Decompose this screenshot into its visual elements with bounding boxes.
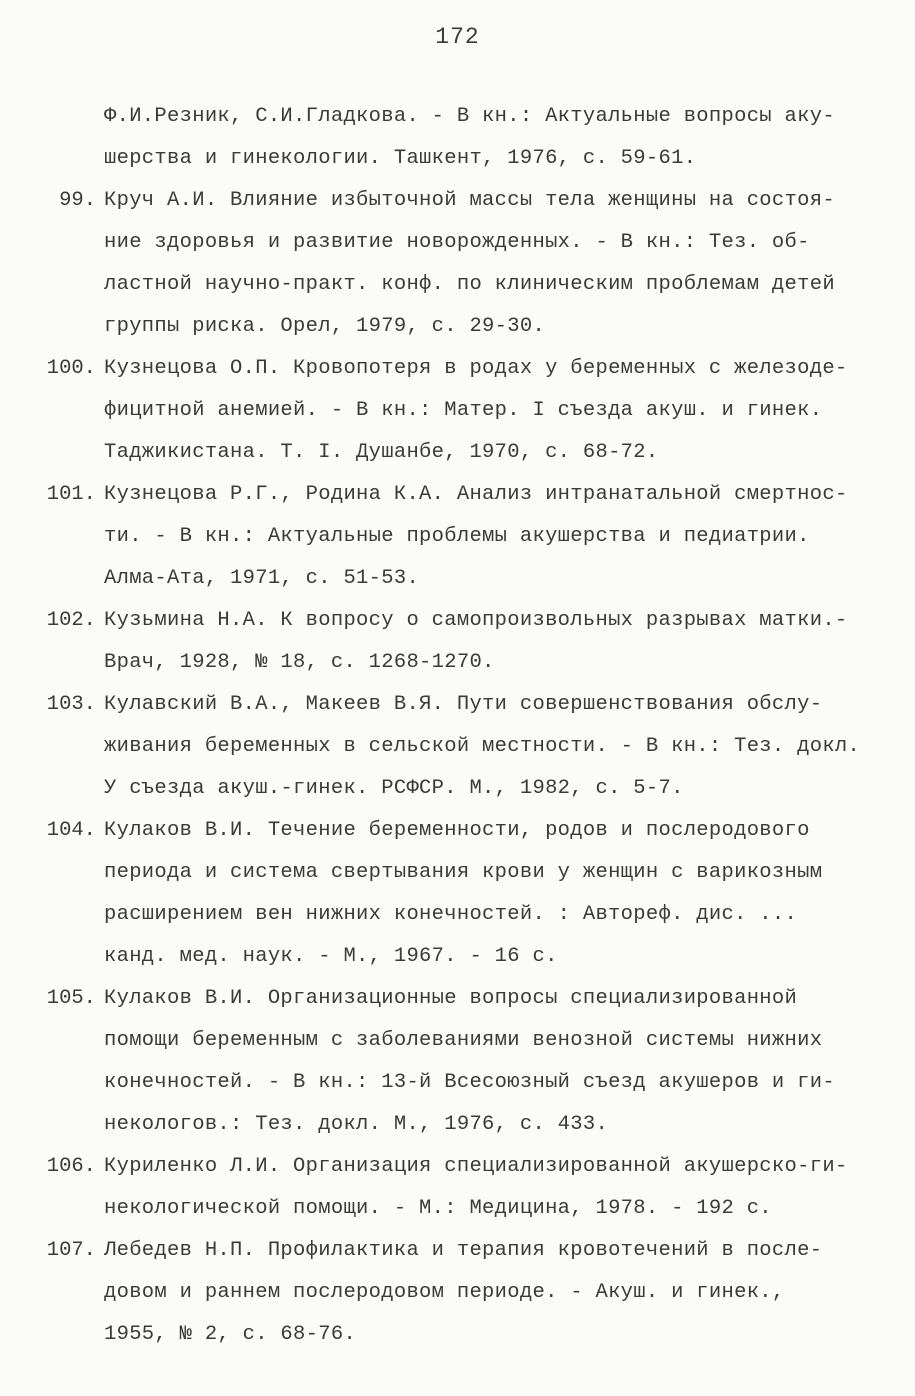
reference-line: периода и система свертывания крови у женщин с варикозным xyxy=(104,861,823,884)
reference-line: Лебедев Н.П. Профилактика и терапия кровотечений в после- xyxy=(104,1239,823,1262)
reference-line: ние здоровья и развитие новорожденных. - В кн.: Тез. об- xyxy=(104,231,810,254)
reference-line: У съезда акуш.-гинек. РСФСР. М., 1982, с. 5-7. xyxy=(104,777,684,800)
reference-line: 1955, № 2, с. 68-76. xyxy=(104,1323,357,1346)
reference-line: шерства и гинекологии. Ташкент, 1976, с. 59-61. xyxy=(104,147,697,170)
reference-number: 105. xyxy=(46,987,96,1010)
reference-line: Алма-Ата, 1971, с. 51-53. xyxy=(104,567,420,590)
reference-number: 106. xyxy=(46,1155,96,1178)
reference-line: Кузнецова Р.Г., Родина К.А. Анализ интранатальной смертнос- xyxy=(104,483,848,506)
reference-line: некологов.: Тез. докл. М., 1976, с. 433. xyxy=(104,1113,609,1136)
reference-line: Круч А.И. Влияние избыточной массы тела женщины на состоя- xyxy=(104,189,835,212)
reference-line: Врач, 1928, № 18, с. 1268-1270. xyxy=(104,651,495,674)
reference-line: Ф.И.Резник, С.И.Гладкова. - В кн.: Актуальные вопросы аку- xyxy=(104,105,835,128)
reference-line: Кулаков В.И. Течение беременности, родов и послеродового xyxy=(104,819,810,842)
reference-number: 107. xyxy=(46,1239,96,1262)
reference-line: помощи беременным с заболеваниями венозной системы нижних xyxy=(104,1029,823,1052)
reference-line: Кузьмина Н.А. К вопросу о самопроизвольных разрывах матки.- xyxy=(104,609,848,632)
reference-number: 104. xyxy=(46,819,96,842)
reference-line: Таджикистана. Т. I. Душанбе, 1970, с. 68-72. xyxy=(104,441,659,464)
reference-number: 103. xyxy=(46,693,96,716)
reference-line: расширением вен нижних конечностей. : Автореф. дис. ... xyxy=(104,903,798,926)
page-number: 172 xyxy=(435,24,480,50)
reference-number: 102. xyxy=(46,609,96,632)
reference-line: фицитной анемией. - В кн.: Матер. I съезда акуш. и гинек. xyxy=(104,399,823,422)
reference-line: группы риска. Орел, 1979, с. 29-30. xyxy=(104,315,546,338)
reference-line: ти. - В кн.: Актуальные проблемы акушерства и педиатрии. xyxy=(104,525,810,548)
reference-line: живания беременных в сельской местности. - В кн.: Тез. докл. xyxy=(104,735,861,758)
reference-line: Кулаков В.И. Организационные вопросы специализированной xyxy=(104,987,798,1010)
reference-line: канд. мед. наук. - М., 1967. - 16 с. xyxy=(104,945,558,968)
reference-line: Куриленко Л.И. Организация специализированной акушерско-ги- xyxy=(104,1155,848,1178)
reference-line: некологической помощи. - М.: Медицина, 1978. - 192 с. xyxy=(104,1197,772,1220)
reference-line: конечностей. - В кн.: 13-й Всесоюзный съезд акушеров и ги- xyxy=(104,1071,835,1094)
reference-line: ластной научно-практ. конф. по клиническим проблемам детей xyxy=(104,273,835,296)
reference-line: Кулавский В.А., Макеев В.Я. Пути совершенствования обслу- xyxy=(104,693,823,716)
reference-line: довом и раннем послеродовом периоде. - Акуш. и гинек., xyxy=(104,1281,785,1304)
reference-number: 100. xyxy=(46,357,96,380)
reference-number: 99. xyxy=(59,189,96,212)
reference-number: 101. xyxy=(46,483,96,506)
reference-line: Кузнецова О.П. Кровопотеря в родах у беременных с железоде- xyxy=(104,357,848,380)
